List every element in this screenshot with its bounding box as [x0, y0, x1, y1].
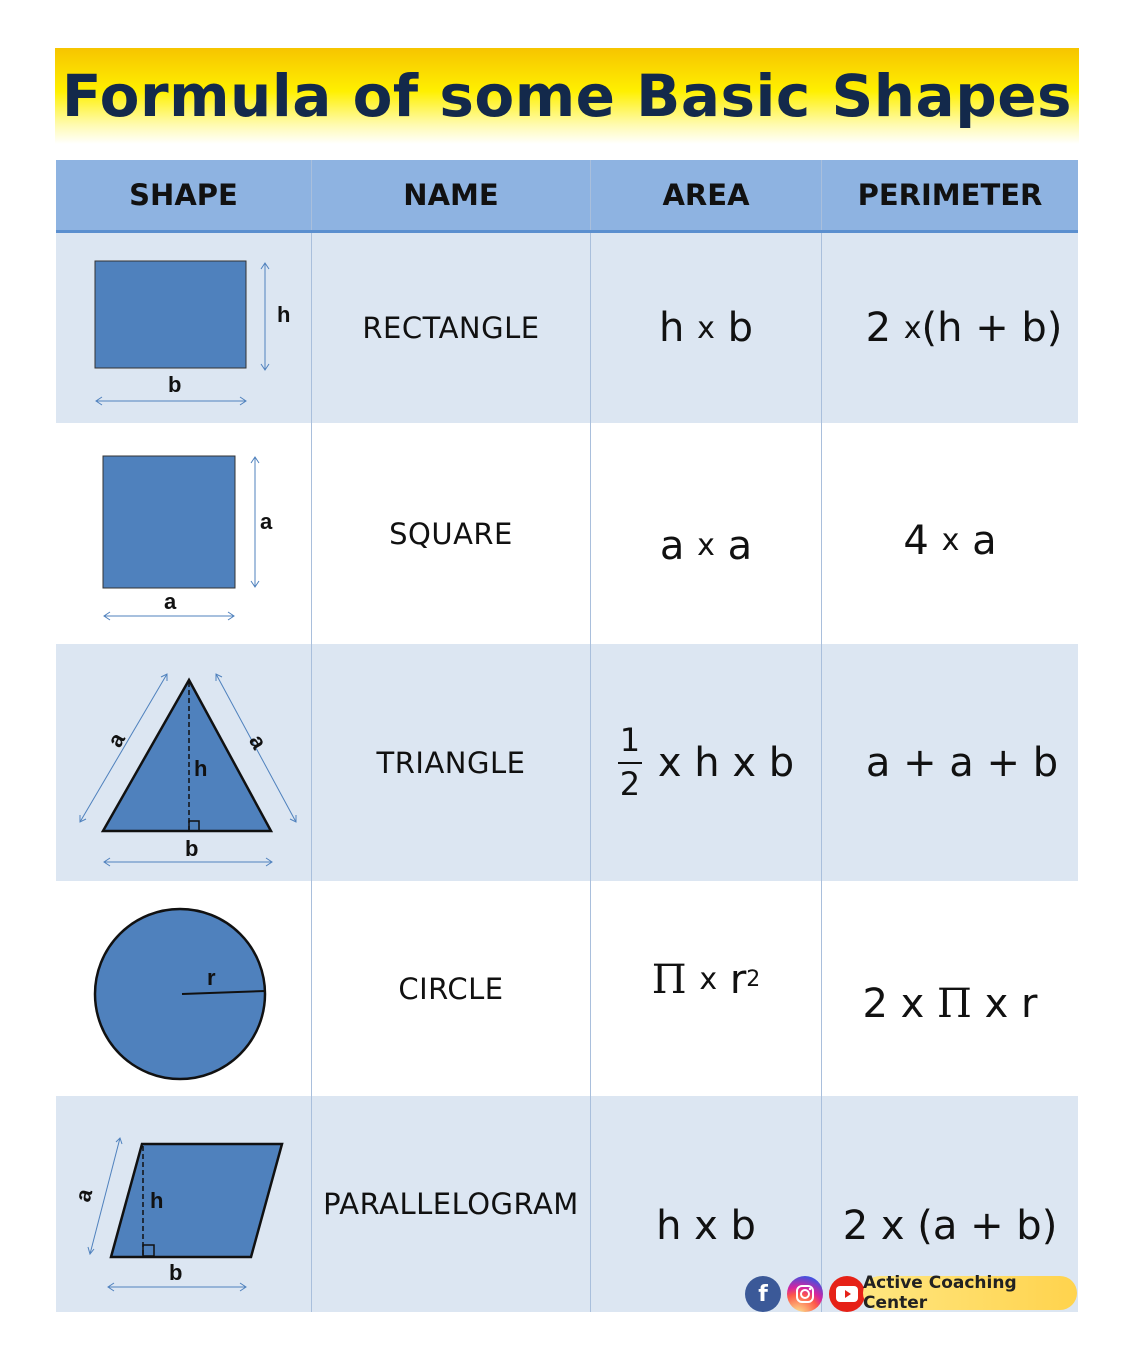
shape-cell: [56, 881, 312, 1096]
shape-name: RECTANGLE: [312, 233, 591, 423]
rectangle-figure: [56, 233, 311, 423]
label-b: b: [169, 1260, 183, 1285]
shape-cell: [56, 423, 312, 644]
label-b: b: [185, 836, 199, 861]
parallelogram-figure: [56, 1096, 311, 1312]
perimeter-formula: 2 x Π x r: [862, 980, 1038, 1027]
table-row: [56, 423, 1078, 645]
header-perimeter: PERIMETER: [857, 178, 1043, 212]
square-figure: [56, 423, 311, 644]
table-header: [56, 160, 1078, 233]
facebook-icon[interactable]: f: [745, 1276, 781, 1312]
area-formula: Π x r 2: [591, 881, 822, 1096]
area-formula: a x a: [591, 423, 822, 644]
label-h: h: [277, 302, 291, 327]
triangle-figure: [56, 644, 311, 881]
perimeter-formula: 4 x a: [903, 517, 997, 564]
perimeter-formula: 2 x (h + b): [865, 305, 1063, 351]
shape-name: TRIANGLE: [312, 644, 591, 881]
area-formula: h x b: [591, 233, 822, 423]
shape-name: CIRCLE: [312, 881, 591, 1096]
label-b: b: [168, 372, 182, 397]
header-name: NAME: [312, 160, 591, 230]
shape-name: SQUARE: [312, 423, 591, 644]
label-a-left: a: [102, 728, 131, 752]
perimeter-formula: 2 x (a + b): [842, 1203, 1058, 1249]
label-h: h: [150, 1188, 164, 1213]
instagram-icon[interactable]: [787, 1276, 823, 1312]
header-area: AREA: [591, 160, 822, 230]
label-r: r: [207, 965, 216, 990]
page-title: Formula of some Basic Shapes: [61, 62, 1073, 130]
youtube-icon[interactable]: [829, 1276, 865, 1312]
header-shape: SHAPE: [56, 160, 312, 230]
shape-cell: [56, 1096, 312, 1312]
shape-cell: [56, 644, 312, 881]
formula-table: [56, 160, 1078, 1312]
label-a-base: a: [164, 589, 177, 614]
label-a: a: [69, 1186, 98, 1205]
label-a-side: a: [260, 509, 273, 534]
perimeter-formula: a + a + b: [865, 739, 1059, 786]
footer-branding: [745, 1273, 1077, 1313]
label-a-right: a: [244, 730, 272, 754]
circle-figure: [56, 881, 311, 1096]
shape-name: PARALLELOGRAM: [312, 1096, 591, 1312]
shape-cell: [56, 233, 312, 423]
label-h: h: [194, 756, 208, 781]
area-formula: h x b: [591, 1096, 822, 1312]
one-half-fraction: $\frac{1}{2}$: [619, 720, 641, 803]
table-row: [56, 644, 1078, 882]
area-formula: $\frac{1}{2}$ x h x b: [591, 644, 822, 881]
brand-label: Active Coaching Center: [863, 1276, 1077, 1310]
table-row: [56, 881, 1078, 1097]
title-banner: [55, 48, 1079, 144]
table-row: [56, 233, 1078, 424]
